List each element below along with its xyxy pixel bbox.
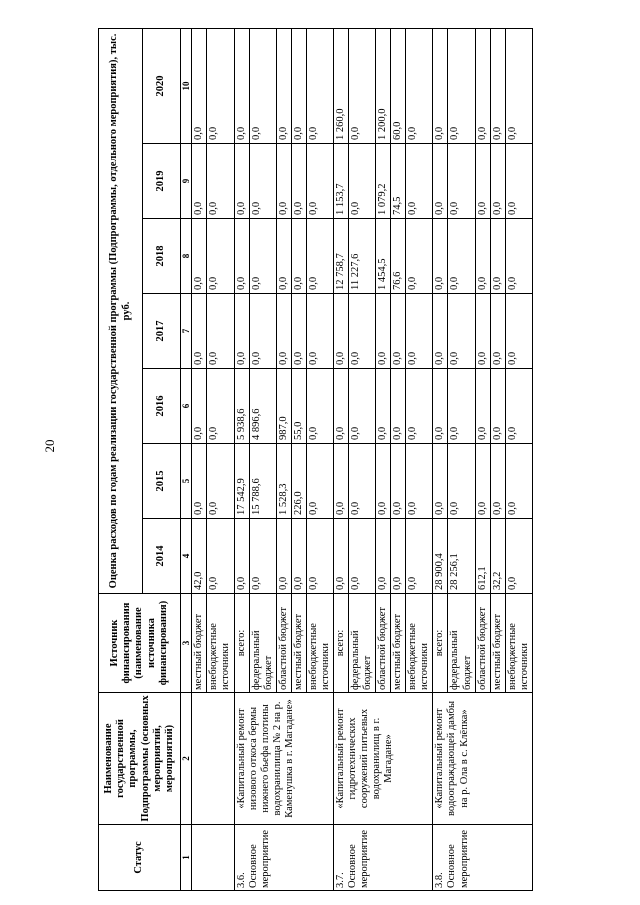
value-cell: 0,0 [349, 144, 376, 219]
value-cell: 4 896,6 [249, 369, 276, 444]
value-cell: 0,0 [306, 144, 333, 219]
value-cell: 0,0 [249, 144, 276, 219]
value-cell: 0,0 [505, 294, 532, 369]
source-cell: местный бюджет [192, 594, 207, 693]
value-cell: 0,0 [490, 219, 505, 294]
value-cell: 0,0 [234, 144, 249, 219]
column-number: 6 [181, 369, 192, 444]
column-number: 7 [181, 294, 192, 369]
source-cell: областной бюджет [475, 594, 490, 693]
value-cell: 0,0 [234, 28, 249, 143]
value-cell: 0,0 [333, 519, 348, 594]
status-cell: 3.8. Основное мероприятие [433, 825, 532, 891]
value-cell: 0,0 [406, 28, 433, 143]
header-name: Наименование государственной программы, Подпрограммы (основных мероприятий, мероприятий) [99, 693, 181, 825]
value-cell: 0,0 [448, 219, 475, 294]
value-cell: 0,0 [207, 444, 234, 519]
value-cell: 0,0 [505, 369, 532, 444]
value-cell: 0,0 [475, 219, 490, 294]
value-cell: 28 900,4 [433, 519, 448, 594]
value-cell: 0,0 [192, 294, 207, 369]
value-cell: 5 938,6 [234, 369, 249, 444]
column-number: 2 [181, 693, 192, 825]
value-cell: 15 788,6 [249, 444, 276, 519]
value-cell: 0,0 [234, 219, 249, 294]
value-cell: 0,0 [448, 369, 475, 444]
value-cell: 55,0 [291, 369, 306, 444]
column-number: 5 [181, 444, 192, 519]
source-cell: местный бюджет [291, 594, 306, 693]
value-cell: 0,0 [490, 144, 505, 219]
source-cell: внебюджетные источники [207, 594, 234, 693]
value-cell: 0,0 [475, 294, 490, 369]
rotated-table-wrapper [98, 29, 560, 891]
column-number: 4 [181, 519, 192, 594]
value-cell: 0,0 [505, 519, 532, 594]
source-cell: внебюджетные источники [406, 594, 433, 693]
source-cell: областной бюджет [276, 594, 291, 693]
value-cell: 12 758,7 [333, 219, 348, 294]
source-cell: внебюджетные источники [505, 594, 532, 693]
value-cell: 0,0 [207, 369, 234, 444]
value-cell: 1 200,0 [376, 28, 391, 143]
status-cell: 3.7. Основное мероприятие [333, 825, 432, 891]
value-cell: 0,0 [406, 369, 433, 444]
value-cell: 0,0 [475, 444, 490, 519]
value-cell: 0,0 [433, 28, 448, 143]
value-cell: 0,0 [291, 219, 306, 294]
header-estimate: Оценка расходов по годам реализации государственной программы (Подпрограммы, отдельного мероприятия), тыс. руб. [99, 28, 143, 593]
value-cell: 0,0 [306, 369, 333, 444]
value-cell: 0,0 [192, 369, 207, 444]
value-cell: 0,0 [333, 444, 348, 519]
value-cell: 0,0 [276, 519, 291, 594]
value-cell: 0,0 [291, 28, 306, 143]
empty-cell [192, 693, 234, 825]
source-cell: федеральный бюджет [448, 594, 475, 693]
table-row [433, 28, 448, 890]
value-cell: 0,0 [333, 369, 348, 444]
value-cell: 0,0 [276, 294, 291, 369]
value-cell: 0,0 [376, 369, 391, 444]
header-year: 2014 [143, 519, 181, 594]
source-cell: федеральный бюджет [349, 594, 376, 693]
value-cell: 612,1 [475, 519, 490, 594]
value-cell: 0,0 [276, 219, 291, 294]
source-cell: местный бюджет [391, 594, 406, 693]
value-cell: 0,0 [406, 294, 433, 369]
value-cell: 28 256,1 [448, 519, 475, 594]
value-cell: 0,0 [234, 519, 249, 594]
value-cell: 17 542,9 [234, 444, 249, 519]
value-cell: 0,0 [406, 219, 433, 294]
value-cell: 0,0 [349, 519, 376, 594]
value-cell: 0,0 [433, 369, 448, 444]
value-cell: 0,0 [291, 144, 306, 219]
table-row [333, 28, 348, 890]
activity-name-cell: «Капитальный ремонт низового откоса бермы нижнего бьефа плотины водохранилища № 2 на р. Каменушка в г. Магадане» [234, 693, 333, 825]
value-cell: 0,0 [433, 444, 448, 519]
header-year: 2020 [143, 28, 181, 143]
value-cell: 0,0 [406, 519, 433, 594]
column-number: 8 [181, 219, 192, 294]
value-cell: 0,0 [349, 294, 376, 369]
value-cell: 0,0 [505, 28, 532, 143]
page-number: 20 [42, 439, 57, 453]
value-cell: 0,0 [349, 369, 376, 444]
value-cell: 0,0 [448, 444, 475, 519]
value-cell: 1 454,5 [376, 219, 391, 294]
value-cell: 0,0 [505, 219, 532, 294]
value-cell: 0,0 [249, 519, 276, 594]
value-cell: 0,0 [448, 144, 475, 219]
value-cell: 0,0 [192, 219, 207, 294]
value-cell: 0,0 [433, 219, 448, 294]
table-row [192, 28, 207, 890]
value-cell: 0,0 [276, 144, 291, 219]
value-cell: 0,0 [391, 519, 406, 594]
value-cell: 11 227,6 [349, 219, 376, 294]
value-cell: 0,0 [448, 28, 475, 143]
value-cell: 0,0 [433, 294, 448, 369]
source-cell: всего: [333, 594, 348, 693]
value-cell: 32,2 [490, 519, 505, 594]
value-cell: 0,0 [391, 369, 406, 444]
value-cell: 0,0 [333, 294, 348, 369]
value-cell: 42,0 [192, 519, 207, 594]
column-number: 1 [181, 825, 192, 891]
value-cell: 0,0 [391, 444, 406, 519]
value-cell: 0,0 [376, 294, 391, 369]
value-cell: 0,0 [475, 144, 490, 219]
source-cell: федеральный бюджет [249, 594, 276, 693]
column-number: 10 [181, 28, 192, 143]
header-status: Статус [99, 825, 181, 891]
value-cell: 0,0 [192, 444, 207, 519]
value-cell: 0,0 [376, 519, 391, 594]
header-year: 2015 [143, 444, 181, 519]
source-cell: всего: [433, 594, 448, 693]
value-cell: 0,0 [306, 294, 333, 369]
value-cell: 1 153,7 [333, 144, 348, 219]
header-source: Источник финансирования (наименование источника финансирования) [99, 594, 181, 693]
value-cell: 0,0 [391, 294, 406, 369]
activity-name-cell: «Капитальный ремонт гидротехнических сооружений питьевых водохранилищ в г. Магадане» [333, 693, 432, 825]
header-year: 2019 [143, 144, 181, 219]
value-cell: 0,0 [234, 294, 249, 369]
value-cell: 0,0 [276, 28, 291, 143]
value-cell: 0,0 [192, 28, 207, 143]
value-cell: 0,0 [306, 519, 333, 594]
column-number: 9 [181, 144, 192, 219]
value-cell: 0,0 [490, 294, 505, 369]
column-number: 3 [181, 594, 192, 693]
value-cell: 60,0 [391, 28, 406, 143]
value-cell: 0,0 [433, 144, 448, 219]
value-cell: 0,0 [349, 28, 376, 143]
value-cell: 76,6 [391, 219, 406, 294]
value-cell: 0,0 [475, 369, 490, 444]
value-cell: 0,0 [490, 444, 505, 519]
value-cell: 0,0 [376, 444, 391, 519]
value-cell: 1 528,3 [276, 444, 291, 519]
value-cell: 0,0 [207, 28, 234, 143]
value-cell: 0,0 [306, 28, 333, 143]
value-cell: 1 260,0 [333, 28, 348, 143]
activity-name-cell: «Капитальный ремонт водоограждающей дамбы на р. Ола в с. Клёпка» [433, 693, 532, 825]
table-row [234, 28, 249, 890]
value-cell: 0,0 [207, 294, 234, 369]
value-cell: 0,0 [306, 444, 333, 519]
value-cell: 0,0 [490, 28, 505, 143]
header-year: 2017 [143, 294, 181, 369]
value-cell: 0,0 [291, 294, 306, 369]
value-cell: 987,0 [276, 369, 291, 444]
value-cell: 0,0 [207, 519, 234, 594]
source-cell: областной бюджет [376, 594, 391, 693]
value-cell: 74,5 [391, 144, 406, 219]
source-cell: внебюджетные источники [306, 594, 333, 693]
value-cell: 0,0 [192, 144, 207, 219]
value-cell: 226,0 [291, 444, 306, 519]
value-cell: 0,0 [505, 444, 532, 519]
value-cell: 0,0 [448, 294, 475, 369]
value-cell: 0,0 [406, 144, 433, 219]
value-cell: 0,0 [475, 28, 490, 143]
header-year: 2018 [143, 219, 181, 294]
value-cell: 1 079,2 [376, 144, 391, 219]
value-cell: 0,0 [505, 144, 532, 219]
budget-table [98, 28, 533, 891]
header-year: 2016 [143, 369, 181, 444]
value-cell: 0,0 [249, 219, 276, 294]
value-cell: 0,0 [291, 519, 306, 594]
value-cell: 0,0 [249, 294, 276, 369]
source-cell: всего: [234, 594, 249, 693]
value-cell: 0,0 [490, 369, 505, 444]
status-cell: 3.6. Основное мероприятие [234, 825, 333, 891]
value-cell: 0,0 [406, 444, 433, 519]
value-cell: 0,0 [249, 28, 276, 143]
value-cell: 0,0 [207, 219, 234, 294]
value-cell: 0,0 [306, 219, 333, 294]
value-cell: 0,0 [207, 144, 234, 219]
empty-cell [192, 825, 234, 891]
source-cell: местный бюджет [490, 594, 505, 693]
value-cell: 0,0 [349, 444, 376, 519]
